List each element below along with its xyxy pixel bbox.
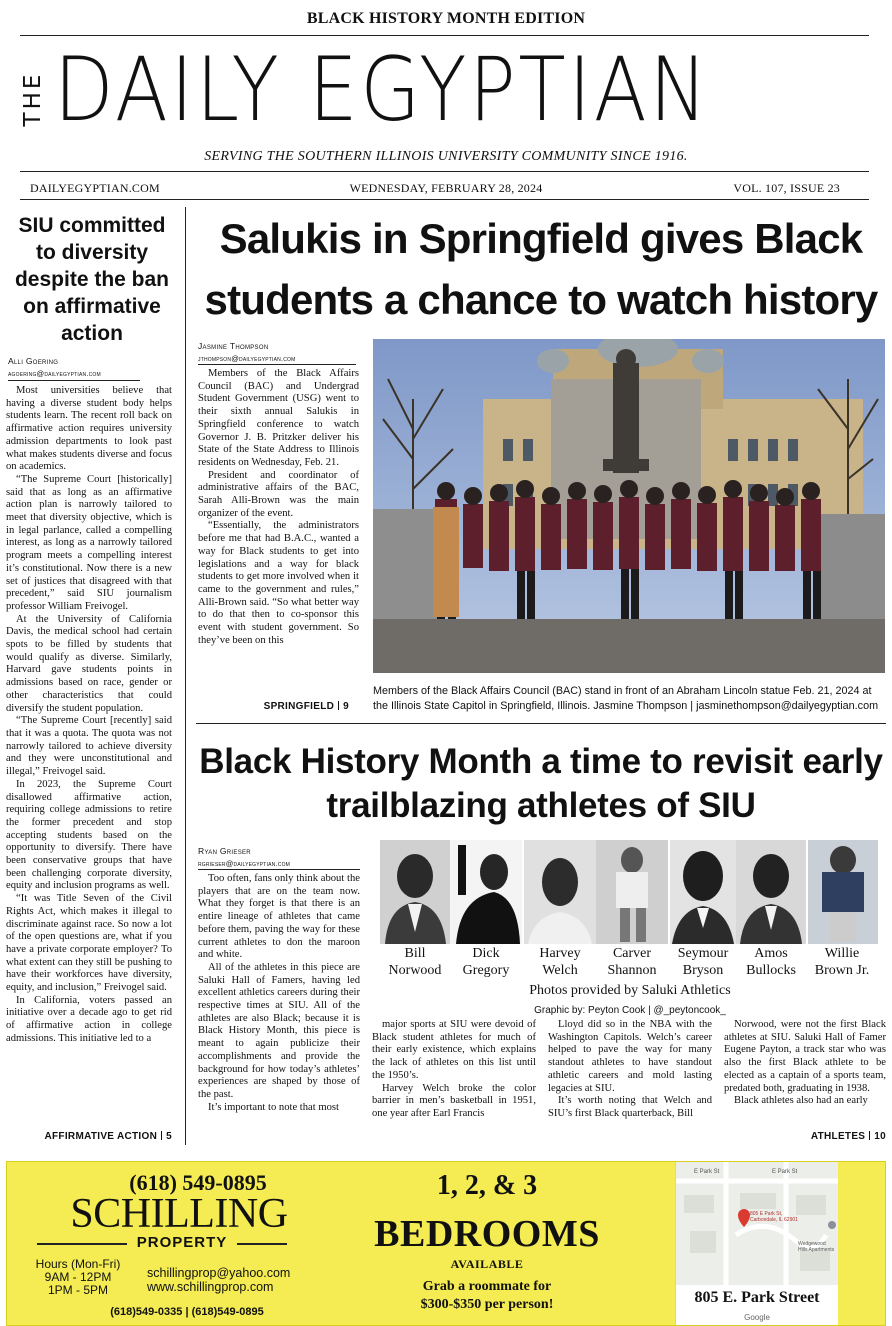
ad-phone-top: (618) 549-0895 bbox=[129, 1170, 267, 1195]
edition-banner: BLACK HISTORY MONTH EDITION bbox=[306, 10, 586, 27]
athlete-name-bryson: Seymour Bryson bbox=[677, 946, 729, 978]
paragraph: Black athletes also had an early bbox=[734, 1095, 868, 1107]
second-story-column-2 bbox=[372, 1019, 536, 1145]
paragraph: “The Supreme Court [recently] said that it was a quota. The quota was not narrowly tailored to achieve diversity and they were unconstitutional and illegal,” Freivogel said. bbox=[6, 715, 172, 778]
ad-brand-sub: PROPERTY bbox=[136, 1234, 228, 1251]
athlete-name-shannon: Carver Shannon bbox=[607, 946, 657, 978]
paragraph: Norwood, were not the first Black athletes at SIU. Saluki Hall of Famer Eugene Payton, a track star who was also the first Black athlete to be elected as a captain of a sports team, predated both, graduating in 1938. bbox=[724, 1019, 886, 1094]
graphic-credit: Graphic by: Peyton Cook | @_peytoncook_ bbox=[534, 1005, 726, 1016]
second-story-headline: Black History Month a time to revisit early trailblazing athletes of SIU bbox=[199, 742, 883, 825]
ad-bedroom-count: 1, 2, & 3 bbox=[436, 1170, 538, 1201]
ad-roommate-2: $300-$350 per person! bbox=[420, 1297, 554, 1312]
paragraph: At the University of California Davis, the medical school had certain spots to be filled by students that would qualify as diverse. Similarly, Harvard gave students points in admissions based on race, gender or other characteristics that could diversify the student population. bbox=[6, 613, 172, 714]
left-story-byline-rule bbox=[8, 380, 140, 381]
ad-website[interactable]: www.schillingprop.com bbox=[147, 1280, 274, 1294]
ad-hours bbox=[33, 1258, 123, 1297]
ad-brand: SCHILLING bbox=[70, 1191, 288, 1237]
masthead-slogan: SERVING THE SOUTHERN ILLINOIS UNIVERSITY COMMUNITY SINCE 1916. bbox=[204, 149, 688, 164]
paragraph: Lloyd did so in the NBA with the Washington Capitols. Welch’s career helped to pave the way for many standout athletes to have standout athletic careers and mold lasting legacies at SIU. bbox=[548, 1019, 712, 1094]
paragraph: In 2023, the Supreme Court disallowed affirmative action, requiring college admissions to retire the former precedent and stop accepting students based on the opportunity to diversify. There have been conservative groups that have been challenging corporate diversity, equity and inclusion programs as well. bbox=[6, 778, 172, 892]
portrait-shannon bbox=[596, 840, 668, 944]
left-story-email: agoering@dailyegyptian.com bbox=[8, 369, 101, 378]
paragraph: major sports at SIU were devoid of Black student athletes for much of their early existence, which explains the lack of athletes on this list until the 1950’s. bbox=[372, 1019, 536, 1081]
ad-brand-rule-right bbox=[237, 1243, 287, 1245]
athlete-photo-gregory bbox=[450, 840, 522, 944]
main-photo-caption: Members of the Black Affairs Council (BAC) stand in front of an Abraham Lincoln statue Feb. 21, 2024 at the Illinois State Capitol in Springfield, Illinois. Jasmine Thompson | jasminethompson@dailyegyptian.com bbox=[373, 685, 879, 712]
main-story-byline-rule bbox=[198, 364, 356, 365]
left-story-jump[interactable]: AFFIRMATIVE ACTION 5 bbox=[44, 1131, 172, 1142]
athlete-name-welch: Harvey Welch bbox=[539, 946, 581, 978]
main-story-jump[interactable]: SPRINGFIELD 9 bbox=[263, 701, 349, 712]
masthead-title: DAILY EGYPTIAN bbox=[54, 38, 710, 141]
portrait-bryson bbox=[670, 840, 736, 944]
map-pin-label: 805 E Park St, Carbondale, IL 62901 bbox=[750, 1211, 798, 1223]
paragraph: Harvey Welch broke the color barrier in men’s basketball in 1951, one year after Earl Francis bbox=[372, 1082, 536, 1119]
athlete-photo-shannon bbox=[596, 840, 668, 944]
second-story-jump[interactable]: ATHLETES 10 bbox=[810, 1131, 886, 1142]
athlete-name-bullocks: Amos Bullocks bbox=[746, 946, 796, 978]
ad-hours-2: 1PM - 5PM bbox=[47, 1283, 108, 1297]
left-story-headline: SIU committed to diversity despite the ban on affirmative action bbox=[14, 214, 170, 345]
left-story-body bbox=[6, 385, 172, 1130]
dateline-bottom-rule bbox=[20, 199, 869, 200]
header-top-rule bbox=[20, 35, 869, 36]
dateline-top-rule bbox=[20, 171, 869, 172]
ad-hours-title: Hours (Mon-Fri) bbox=[35, 1257, 121, 1271]
athlete-photo-bryson bbox=[670, 840, 736, 944]
masthead-the: THE bbox=[20, 71, 46, 127]
second-story-column-3 bbox=[548, 1019, 712, 1145]
portrait-welch bbox=[524, 840, 596, 944]
ad-contact[interactable] bbox=[147, 1266, 290, 1294]
paragraph: “The Supreme Court [historically] said that as long as an affirmative action plan is narrowly tailored to meet that diversity objective, which is in legal parlance, called a compelling interest, as long as a narrowly tailored program meets a compelling interest it’s constitutional. Now there is a new set of justices that disagreed with that precedent,” said SIU journalism professor William Freivogel. bbox=[6, 473, 172, 612]
portrait-brown bbox=[808, 840, 878, 944]
schilling-property-ad[interactable] bbox=[6, 1161, 886, 1326]
paragraph: Too often, fans only think about the players that are on the team now. What they forget is that there is an entire lineage of athletes that came before them, paving the way for these current athletes to don the maroon and white. bbox=[198, 873, 360, 961]
paragraph: It’s worth noting that Welch and SIU’s first Black quarterback, Bill bbox=[548, 1095, 712, 1119]
website-label: DAILYEGYPTIAN.COM bbox=[30, 181, 160, 195]
athlete-name-gregory: Dick Gregory bbox=[462, 946, 510, 978]
paragraph: “Essentially, the administrators before me that had B.A.C., wanted a way for Black students to get into legislations and a way for black students to get more involved when it came to the government and rules,” Alli-Brown said. “So what better way to do that then to co-sponsor this event with student government. So they’ve been on this bbox=[198, 520, 359, 646]
main-story-headline: Salukis in Springfield gives Black students a chance to watch history bbox=[204, 215, 878, 323]
ad-brand-rule-left bbox=[37, 1243, 127, 1245]
ad-roommate-1: Grab a roommate for bbox=[422, 1279, 552, 1294]
issue-date: WEDNESDAY, FEBRUARY 28, 2024 bbox=[349, 181, 543, 195]
story-divider bbox=[196, 723, 886, 724]
main-story-author: Jasmine Thompson bbox=[198, 341, 269, 351]
map-street-label-1: E Park St bbox=[694, 1169, 720, 1175]
ad-phones-bottom: (618)549-0335 | (618)549-0895 bbox=[110, 1306, 264, 1318]
portrait-bullocks bbox=[736, 840, 806, 944]
map-street-label-2: E Park St bbox=[772, 1169, 798, 1175]
athlete-photo-norwood bbox=[380, 840, 450, 944]
second-story-column-1 bbox=[198, 873, 360, 1145]
paragraph: Most universities believe that having a diverse student body helps students learn. The recent roll back on affirmative action requires university admission departments to look past what makes students diverse and focus on academics. bbox=[6, 385, 172, 473]
ad-bedrooms: BEDROOMS bbox=[374, 1213, 600, 1255]
athlete-photo-strip bbox=[380, 840, 878, 944]
paragraph: President and coordinator of administrative affairs of the BAC, Sarah Alli-Brown was the main organizer of the event. bbox=[198, 469, 359, 519]
main-story-body bbox=[198, 368, 359, 697]
ad-hours-1: 9AM - 12PM bbox=[44, 1270, 112, 1284]
ad-map[interactable] bbox=[675, 1161, 837, 1326]
paragraph: It’s important to note that most bbox=[208, 1101, 339, 1113]
athlete-photo-bullocks bbox=[736, 840, 806, 944]
ad-available: AVAILABLE bbox=[450, 1257, 524, 1271]
portrait-gregory bbox=[450, 840, 522, 944]
column-divider bbox=[185, 207, 186, 1145]
athlete-photo-brown bbox=[808, 840, 878, 944]
paragraph: In California, voters passed an initiative over a decade ago to get rid of affirmative action in college admissions. This initiative led to a bbox=[6, 994, 172, 1044]
capitol-photo-illustration bbox=[373, 339, 885, 673]
second-story-column-4 bbox=[724, 1019, 886, 1131]
capitol-group-photo bbox=[373, 339, 885, 673]
second-story-author: Ryan Grieser bbox=[198, 846, 251, 856]
second-story-byline-rule bbox=[198, 869, 360, 870]
main-story-email: jthompson@dailyegyptian.com bbox=[198, 354, 296, 363]
paragraph: Members of the Black Affairs Council (BAC) and Undergrad Student Government (USG) went to their sixth annual Salukis in Springfield conference to watch Governor J. B. Pritzker deliver his State of the State Address to Illinois residents on Wednesday, Feb. 21. bbox=[198, 368, 359, 468]
athlete-name-norwood: Bill Norwood bbox=[388, 946, 442, 978]
second-story-email: rgrieser@dailyegyptian.com bbox=[198, 859, 291, 868]
left-story-author: Alli Goering bbox=[8, 356, 59, 366]
volume-issue: VOL. 107, ISSUE 23 bbox=[733, 181, 840, 195]
athletes-photo-credit: Photos provided by Saluki Athletics bbox=[529, 983, 731, 998]
paragraph: All of the athletes in this piece are Saluki Hall of Famers, having led excellent athletics careers during their respective times at SIU. All of the athletes are also Black; because it is Black History Month, this piece is meant to again publicize their accomplishments and provide the background for how today’s athletes’ experiences are shaped by those of the past. bbox=[198, 961, 360, 1100]
athlete-name-brown: Willie Brown Jr. bbox=[814, 946, 870, 978]
paragraph: “It was Title Seven of the Civil Rights Act, which makes it illegal to discriminate against race. So now a lot of the open questions are, what if you have a private corporate employer? To what extent can they still be pushing to have their workforces have diversity, equity, and inclusion,” Freivogel said. bbox=[6, 893, 172, 994]
map-brand: Google bbox=[744, 1313, 770, 1322]
ad-address: 805 E. Park Street bbox=[694, 1289, 820, 1306]
athlete-photo-welch bbox=[524, 840, 596, 944]
map-place-label: Wedgewood Hills Apartments bbox=[798, 1241, 835, 1253]
portrait-norwood bbox=[380, 840, 450, 944]
ad-email[interactable]: schillingprop@yahoo.com bbox=[147, 1266, 291, 1280]
